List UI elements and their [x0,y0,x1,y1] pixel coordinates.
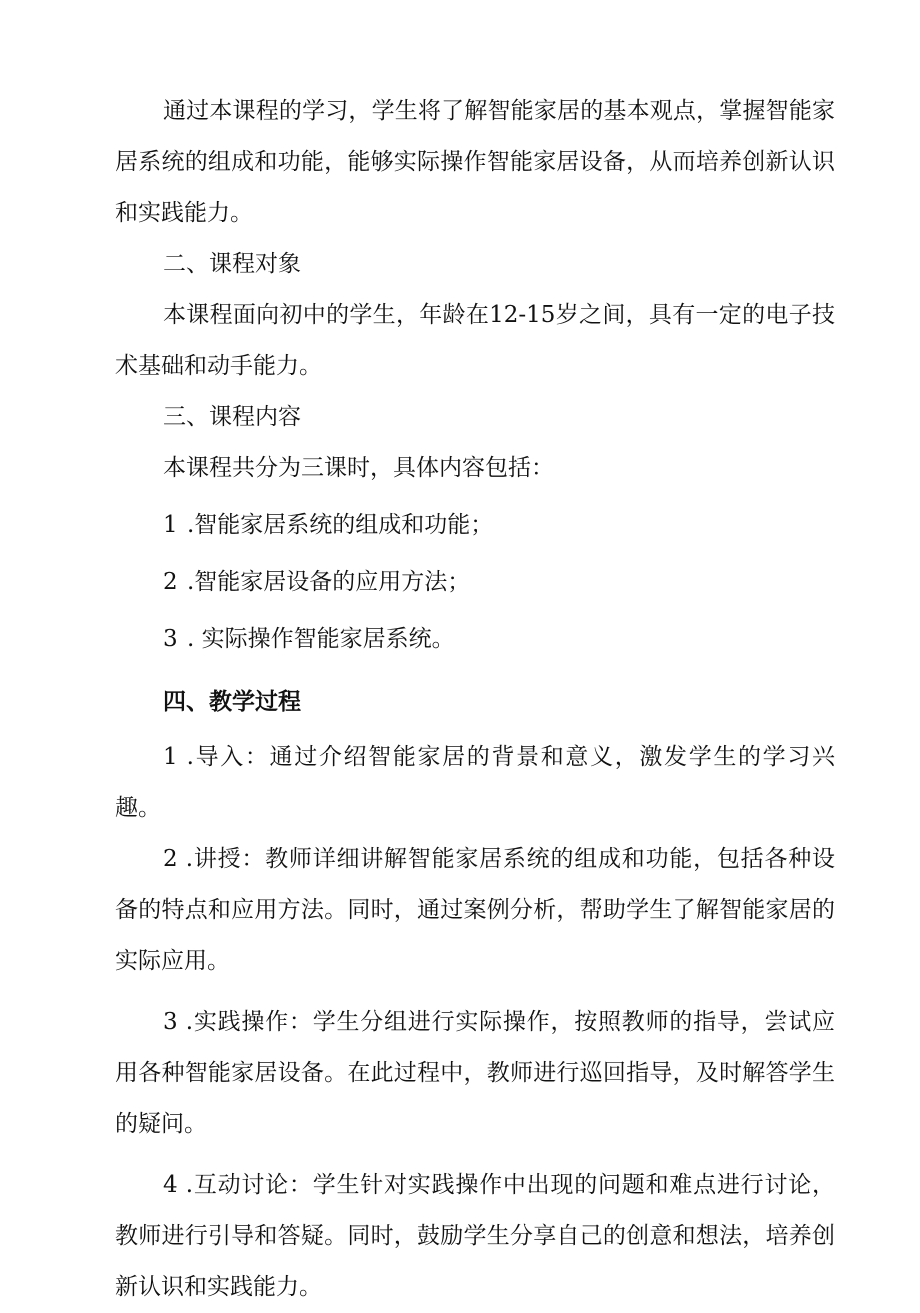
course-content-paragraph: 本课程共分为三课时，具体内容包括： [163,455,554,481]
list-item [115,500,835,551]
list-item-number: 2 [163,569,178,595]
step-number: 1 [163,744,178,770]
teaching-step [115,1160,835,1313]
section-heading-course-audience: 二、课程对象 [163,251,301,277]
step-text: .讲授：教师详细讲解智能家居系统的组成和功能，包括各种设备的特点和应用方法。同时，通过案例分析，帮助学生了解智能家居的实际应用。 [115,846,835,974]
teaching-step [115,834,835,987]
document-body [115,86,835,1313]
list-item [115,614,835,665]
step-number: 2 [163,846,178,872]
intro-paragraph: 通过本课程的学习，学生将了解智能家居的基本观点，掌握智能家居系统的组成和功能，能够实际操作智能家居设备，从而培养创新认识和实践能力。 [115,98,835,226]
step-text: .导入：通过介绍智能家居的背景和意义，激发学生的学习兴趣。 [115,744,835,821]
teaching-step [115,732,835,834]
step-text: .互动讨论：学生针对实践操作中出现的问题和难点进行讨论，教师进行引导和答疑。同时，鼓励学生分享自己的创意和想法，培养创新认识和实践能力。 [115,1172,835,1300]
list-item-text: .智能家居设备的应用方法； [187,569,471,595]
list-item-text: . 实际操作智能家居系统。 [187,626,455,652]
step-number: 3 [163,1009,178,1035]
step-number: 4 [163,1172,178,1198]
course-audience-paragraph: 本课程面向初中的学生，年龄在12-15岁之间，具有一定的电子技术基础和动手能力。 [115,302,835,379]
section-heading-teaching-process: 四、教学过程 [163,689,301,715]
step-text: .实践操作：学生分组进行实际操作，按照教师的指导，尝试应用各种智能家居设备。在此过程中，教师进行巡回指导，及时解答学生的疑问。 [115,1009,835,1137]
list-item-number: 3 [163,626,178,652]
list-item-text: .智能家居系统的组成和功能； [187,512,494,538]
list-item [115,557,835,608]
section-heading-course-content: 三、课程内容 [163,404,301,430]
list-item-number: 1 [163,512,178,538]
teaching-step [115,997,835,1150]
